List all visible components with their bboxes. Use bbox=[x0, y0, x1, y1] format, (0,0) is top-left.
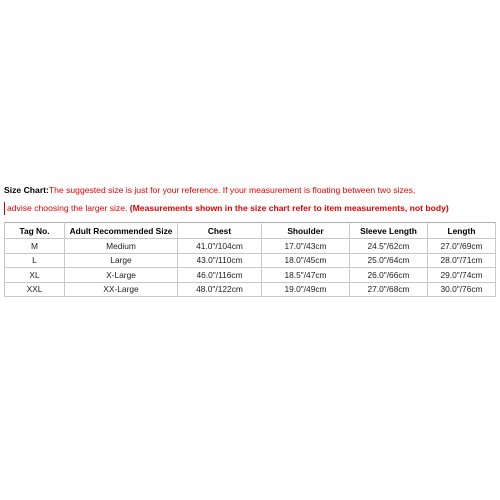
cell-shoulder: 17.0"/43cm bbox=[262, 239, 350, 254]
cell-sleeve: 27.0"/68cm bbox=[350, 282, 428, 297]
measurement-note: (Measurements shown in the size chart refer to item measurements, not body) bbox=[129, 203, 449, 213]
table-row bbox=[5, 268, 496, 283]
table-row bbox=[5, 282, 496, 297]
cell-chest: 48.0"/122cm bbox=[178, 282, 262, 297]
cell-shoulder: 18.5"/47cm bbox=[262, 268, 350, 283]
cell-size: Medium bbox=[65, 239, 178, 254]
cell-size: X-Large bbox=[65, 268, 178, 283]
cell-tag: L bbox=[5, 253, 65, 268]
intro-advice: advise choosing the larger size. bbox=[7, 203, 128, 213]
intro-text: The suggested size is just for your reference. If your measurement is floating between two sizes, bbox=[48, 185, 416, 195]
size-chart-label: Size Chart: bbox=[4, 185, 49, 195]
header-length: Length bbox=[428, 223, 496, 239]
header-tag-no: Tag No. bbox=[5, 223, 65, 239]
cell-size: XX-Large bbox=[65, 282, 178, 297]
cell-sleeve: 25.0"/64cm bbox=[350, 253, 428, 268]
cell-length: 29.0"/74cm bbox=[428, 268, 496, 283]
cell-tag: M bbox=[5, 239, 65, 254]
cell-chest: 41.0"/104cm bbox=[178, 239, 262, 254]
size-chart-table bbox=[4, 222, 496, 297]
cell-shoulder: 18.0"/45cm bbox=[262, 253, 350, 268]
header-shoulder: Shoulder bbox=[262, 223, 350, 239]
cell-length: 28.0"/71cm bbox=[428, 253, 496, 268]
cell-length: 27.0"/69cm bbox=[428, 239, 496, 254]
intro-line-1 bbox=[4, 184, 496, 197]
intro-line-2 bbox=[4, 202, 496, 215]
size-chart-intro bbox=[4, 184, 496, 215]
header-sleeve-length: Sleeve Length bbox=[350, 223, 428, 239]
table-header-row bbox=[5, 223, 496, 239]
table-row bbox=[5, 239, 496, 254]
cell-chest: 46.0"/116cm bbox=[178, 268, 262, 283]
cell-length: 30.0"/76cm bbox=[428, 282, 496, 297]
cell-sleeve: 24.5"/62cm bbox=[350, 239, 428, 254]
cell-size: Large bbox=[65, 253, 178, 268]
table-row bbox=[5, 253, 496, 268]
header-recommended-size: Adult Recommended Size bbox=[65, 223, 178, 239]
cell-shoulder: 19.0"/49cm bbox=[262, 282, 350, 297]
cell-sleeve: 26.0"/66cm bbox=[350, 268, 428, 283]
cell-chest: 43.0"/110cm bbox=[178, 253, 262, 268]
cell-tag: XXL bbox=[5, 282, 65, 297]
header-chest: Chest bbox=[178, 223, 262, 239]
cell-tag: XL bbox=[5, 268, 65, 283]
